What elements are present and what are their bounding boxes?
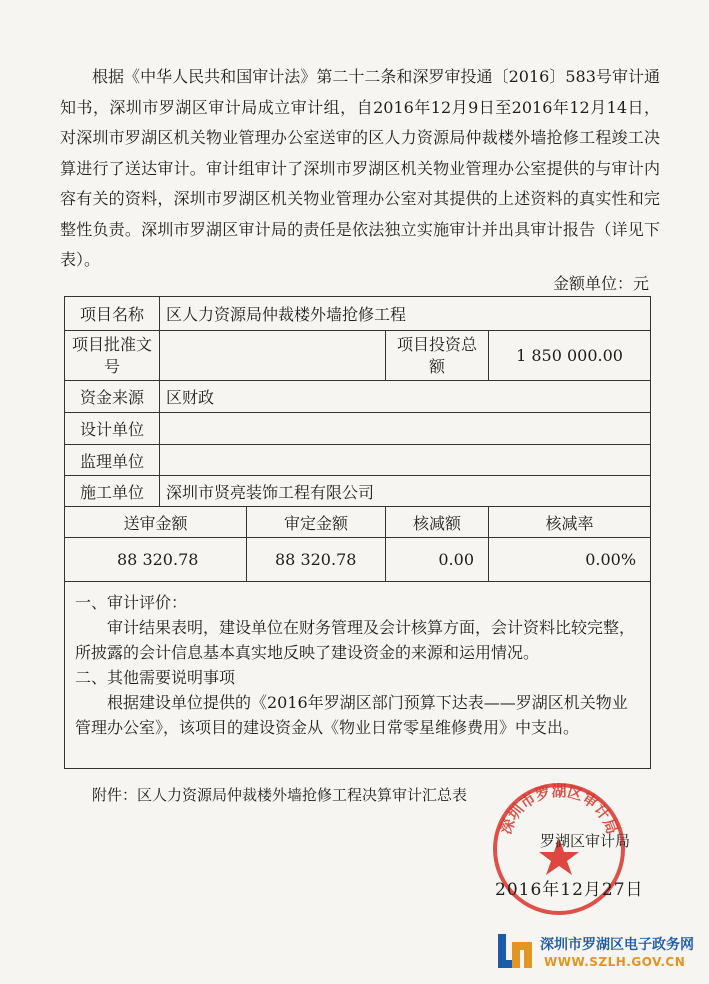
- attachment-note: 附件：区人力资源局仲裁楼外墙抢修工程决算审计汇总表: [92, 786, 468, 804]
- investment-label: 项目投资总额: [386, 331, 489, 381]
- evaluation-text-2: 根据建设单位提供的《2016年罗湖区部门预算下达表——罗湖区机关物业管理办公室》，该项目的建设资金从《物业日常零星维修费用》中支出。: [75, 693, 628, 737]
- row-amount-headers: [65, 507, 651, 538]
- evaluation-cell: [65, 582, 651, 769]
- project-name-value: 区人力资源局仲裁楼外墙抢修工程: [160, 297, 651, 331]
- evaluation-text-1: 审计结果表明，建设单位在财务管理及会计核算方面，会计资料比较完整，所披露的会计信息基本真实地反映了建设资金的来源和运用情况。: [75, 618, 636, 662]
- intro-paragraph: [60, 62, 660, 276]
- seal-text: 深圳市罗湖区审计局: [496, 782, 622, 837]
- project-name-label: 项目名称: [65, 297, 160, 331]
- watermark-cn: 深圳市罗湖区电子政务网: [540, 937, 694, 953]
- site-watermark: [496, 928, 692, 974]
- row-supervision: [65, 445, 651, 476]
- reduction-value: 0.00: [386, 538, 489, 582]
- audit-table: [64, 296, 651, 769]
- design-value: [160, 413, 651, 445]
- intro-text: 根据《中华人民共和国审计法》第二十二条和深罗审投通〔2016〕583号审计通知书，深圳市罗湖区审计局成立审计组，自2016年12月9日至2016年12月14日，对深圳市罗湖区机关物业管理办公室送审的区人力资源局仲裁楼外墙抢修工程竣工决算进行了送达审计。审计组审计了深圳市罗湖区机关物业管理办公室提供的与审计内容有关的资料，深圳市罗湖区机关物业管理办公室对其提供的上述资料的真实性和完整性负责。深圳市罗湖区审计局的责任是依法独立实施审计并出具审计报告（详见下表）。: [60, 67, 660, 269]
- submitted-amount-value: 88 320.78: [65, 538, 247, 582]
- row-construction: [65, 476, 651, 507]
- issuer-name: 罗湖区审计局: [540, 832, 631, 850]
- amount-unit-label: 金额单位：元: [552, 274, 649, 293]
- design-label: 设计单位: [65, 413, 160, 445]
- svg-text:深圳市罗湖区审计局: [497, 782, 622, 837]
- reduction-rate-value: 0.00%: [489, 538, 651, 582]
- row-approval: [65, 331, 651, 381]
- evaluation-heading-2: 二、其他需要说明事项: [75, 668, 236, 687]
- row-evaluation: [65, 582, 651, 769]
- reduction-rate-header: 核减率: [489, 507, 651, 538]
- approval-value: [160, 331, 386, 381]
- supervision-label: 监理单位: [65, 445, 160, 476]
- fund-source-value: 区财政: [160, 381, 651, 413]
- construction-label: 施工单位: [65, 476, 160, 507]
- submitted-amount-header: 送审金额: [65, 507, 247, 538]
- row-fund-source: [65, 381, 651, 413]
- investment-value: 1 850 000.00: [489, 331, 651, 381]
- row-amount-values: [65, 538, 651, 582]
- approved-amount-value: 88 320.78: [247, 538, 386, 582]
- construction-value: 深圳市贤亮装饰工程有限公司: [160, 476, 651, 507]
- site-logo-icon: [496, 930, 536, 972]
- watermark-en: WWW.SZLH.GOV.CN: [544, 955, 686, 969]
- approval-label: 项目批准文号: [65, 331, 160, 381]
- approved-amount-header: 审定金额: [247, 507, 386, 538]
- row-design: [65, 413, 651, 445]
- fund-source-label: 资金来源: [65, 381, 160, 413]
- evaluation-heading-1: 一、审计评价：: [75, 593, 188, 612]
- supervision-value: [160, 445, 651, 476]
- issue-date: 2016年12月27日: [495, 880, 644, 900]
- reduction-header: 核减额: [386, 507, 489, 538]
- row-project-name: [65, 297, 651, 331]
